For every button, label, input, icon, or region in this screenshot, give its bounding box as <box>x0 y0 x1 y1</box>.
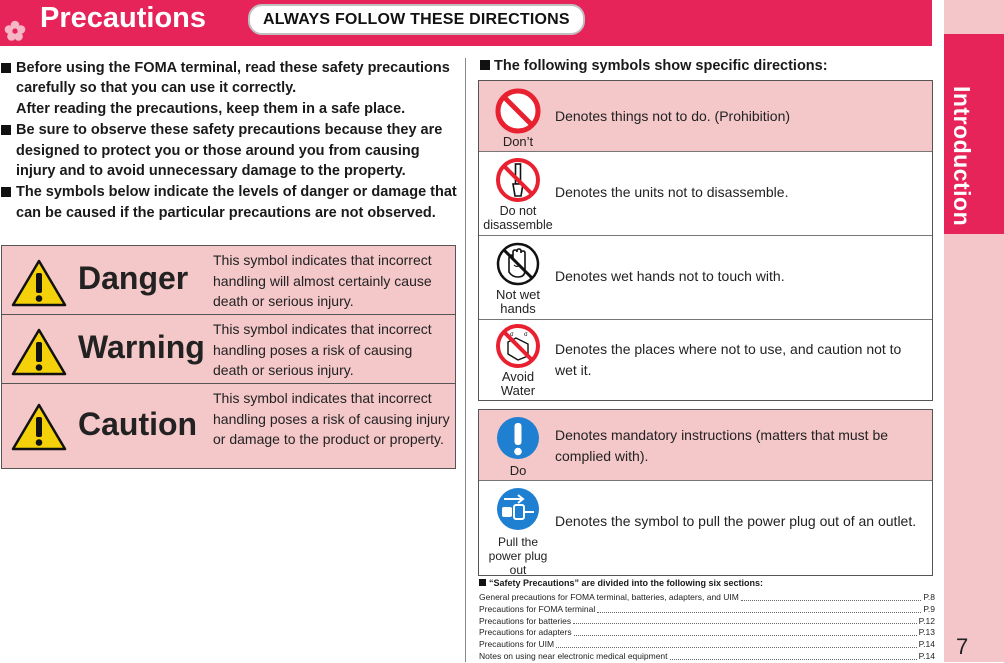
bullet-item <box>0 58 460 119</box>
no-disassemble-icon <box>494 156 542 204</box>
bullet-item <box>0 120 460 181</box>
list-item: General precautions for FOMA terminal, batteries, adapters, and UIM P.8 <box>479 592 935 602</box>
sections-list <box>479 592 935 663</box>
symbol-description: Denotes wet hands not to touch with. <box>555 268 785 284</box>
warning-triangle-icon <box>10 402 68 452</box>
prohibition-icon <box>494 87 542 135</box>
symbol-caption: Avoid Water <box>500 369 536 398</box>
flower-icon <box>4 20 26 42</box>
mandatory-icon <box>494 414 542 462</box>
symbol-description: Denotes the units not to disassemble. <box>555 184 789 200</box>
bullet-square <box>1 125 11 135</box>
level-row-caution <box>2 384 455 468</box>
symbol-row <box>479 236 932 320</box>
symbol-caption: Pull the power plug out <box>488 535 548 577</box>
bullet-text: Before using the FOMA terminal, read these safety precautions carefully so that you can use it correctly. <box>16 60 450 97</box>
symbol-row <box>479 152 932 236</box>
page-number: 7 <box>956 634 969 659</box>
list-item: Notes on using near electronic medical equipment P.14 <box>479 650 935 661</box>
column-divider <box>465 58 466 662</box>
level-name: Caution <box>78 406 198 442</box>
symbol-caption: Do not disassemble <box>483 204 553 232</box>
symbol-description: Denotes things not to do. (Prohibition) <box>555 108 791 124</box>
header-subtitle-badge: ALWAYS FOLLOW THESE DIRECTIONS <box>248 4 585 35</box>
unplug-icon <box>494 485 542 533</box>
bullet-text: Be sure to observe these safety precautions because they are designed to protect you or those around you from causing injury and to avoid unnecessary damage to the property. <box>16 122 443 180</box>
bullet-square <box>1 187 11 197</box>
symbols-heading: The following symbols show specific directions: <box>480 58 828 74</box>
bullet-square <box>1 63 11 73</box>
header-bar <box>0 0 932 46</box>
symbol-description: Denotes mandatory instructions (matters that must be complied with). <box>555 427 889 464</box>
no-wet-hands-icon <box>494 240 542 288</box>
level-row-danger <box>2 246 455 315</box>
level-name: Warning <box>78 329 205 365</box>
symbol-caption: Don’t <box>502 134 534 149</box>
six-sections-heading: “Safety Precautions” are divided into the following six sections: <box>479 578 763 588</box>
hazard-levels-table <box>1 245 456 469</box>
section-tab-label: Introduction <box>949 86 975 227</box>
symbol-caption: Do <box>509 463 527 478</box>
list-item: Precautions for adapters P.13 <box>479 627 935 638</box>
list-item: Precautions for batteries P.12 <box>479 615 935 626</box>
page-title: Precautions <box>40 2 206 34</box>
symbol-row <box>479 410 932 481</box>
bullet-square <box>479 579 486 586</box>
bullet-square <box>480 60 490 70</box>
warning-triangle-icon <box>10 327 68 377</box>
level-row-warning <box>2 315 455 384</box>
level-description: This symbol indicates that incorrect handling poses a risk of causing death or serious injury. <box>213 321 432 378</box>
bullet-text-line2: After reading the precautions, keep them in a safe place. <box>16 100 406 117</box>
list-item: Precautions for FOMA terminal P.9 <box>479 603 935 614</box>
level-name: Danger <box>78 260 189 296</box>
symbol-description: Denotes the symbol to pull the power plug out of an outlet. <box>555 513 917 529</box>
bullet-text: The symbols below indicate the levels of danger or damage that can be caused if the particular precautions are not observed. <box>16 184 457 221</box>
level-description: This symbol indicates that incorrect handling poses a risk of causing injury or damage to the product or property. <box>213 390 450 447</box>
mandatory-symbols-table <box>478 409 933 576</box>
bullet-item <box>0 182 460 223</box>
prohibition-symbols-table <box>478 80 933 401</box>
symbol-caption: Not wet hands <box>495 287 541 316</box>
symbol-description: Denotes the places where not to use, and caution not to wet it. <box>555 341 902 378</box>
avoid-water-icon <box>494 322 542 370</box>
list-item: Precautions for UIM P.14 <box>479 639 935 650</box>
symbol-row <box>479 320 932 400</box>
symbol-row <box>479 81 932 152</box>
svg-text:σ: σ <box>510 332 514 338</box>
level-description: This symbol indicates that incorrect handling will almost certainly cause death or serious injury. <box>213 252 432 309</box>
svg-text:σ: σ <box>524 332 528 338</box>
warning-triangle-icon <box>10 258 68 308</box>
intro-bullets <box>0 58 460 224</box>
symbol-row <box>479 481 932 575</box>
